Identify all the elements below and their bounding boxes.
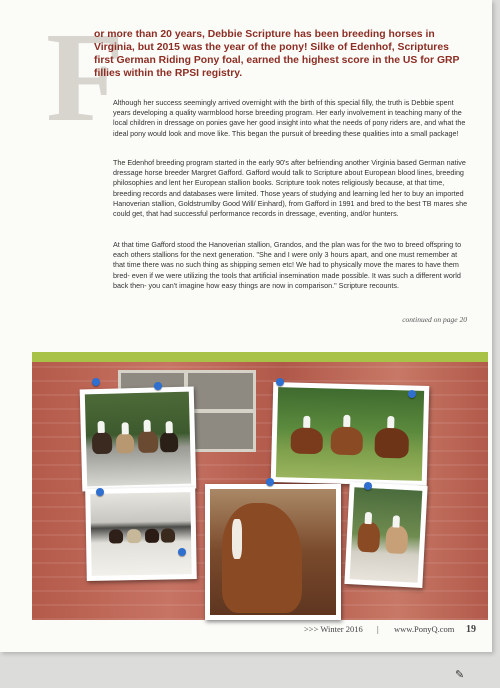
photo-image [276, 387, 424, 481]
photo-image [90, 492, 191, 576]
pushpin-icon [96, 488, 104, 496]
lede-paragraph: or more than 20 years, Debbie Scripture has been breeding horses in Virginia, but 2015 was the year of the pony! Silke of Edenhof, Scriptures first German Riding Pony foal, earned the highest score in the US for GRP fillies within the RPSI registry. [94, 29, 460, 79]
footer-separator: | [377, 624, 379, 634]
footer-arrows: >>> [304, 624, 319, 634]
body-paragraph-1 [113, 98, 470, 139]
paragraph-text: The Edenhof breeding program started in the early 90's after befriending another Virginia based German native dressage horse breeder Margret Gafford. Gafford would talk to Scripture about European blood lines, breeding philosophies and lent her European stallion books. Scripture took notes religiously because, at that time, breeding records and databases were limited. Those years of studying and learning led her to buy an imported Hanoverian stallion, Goldstrumlby Good Will/ Einhard), from Gafford in 1991 and bred to the best TB mares she could get, that had successful performance records in dressage, eventing, and/or hunters. [113, 158, 468, 219]
pushpin-icon [276, 378, 284, 386]
photo-arena-riders [85, 487, 197, 581]
paragraph-text: Although her success seemingly arrived overnight with the birth of this special filly, the truth is Debbie spent years developing a quality warmblood horse breeding program. Her early involvement in teaching many of the local children in dressage on ponies gave her good insight into what the needs of pony riders are, and what the ideal pony would look and move like. This began the pursuit of breeding these qualities into a small package! [113, 98, 466, 138]
photo-three-riders [271, 382, 430, 486]
pushpin-icon [178, 548, 186, 556]
footer-issue [304, 624, 363, 634]
photo-image [210, 489, 336, 615]
continued-note: continued on page 20 [402, 315, 467, 324]
page-number: 19 [466, 624, 476, 635]
photo-two-riders [344, 482, 427, 588]
photo-image [350, 487, 423, 582]
pushpin-icon [266, 478, 274, 486]
photo-image [85, 392, 191, 487]
photo-pony-foal [205, 484, 341, 620]
footer-issue-text: Winter 2016 [320, 624, 363, 634]
footer-website: www.PonyQ.com [394, 624, 455, 634]
pushpin-icon [154, 382, 162, 390]
scan-corner-mark-icon: ✎ [455, 669, 465, 681]
pushpin-icon [364, 482, 372, 490]
photo-riders-group [80, 387, 197, 492]
paragraph-text: At that time Gafford stood the Hanoverian stallion, Grandos, and the plan was for the two to breed offspring to each others stallions for the next generation. "She and I were only 3 hours apart, and one must remember at that time there was no such thing as shipping semen etc! We had to physically move the mares to have them bred- even if we were utilizing the tools that artificial insemination made possible. It was such a different world back then- you can't imagine how easy things are now in comparison." Scripture recounts. [113, 240, 462, 290]
page-footer [0, 624, 492, 638]
body-paragraph-3 [113, 240, 470, 291]
body-paragraph-2 [113, 158, 470, 219]
pushpin-icon [92, 378, 100, 386]
drop-cap: F [46, 6, 125, 148]
accent-band [32, 352, 488, 362]
pushpin-icon [408, 390, 416, 398]
